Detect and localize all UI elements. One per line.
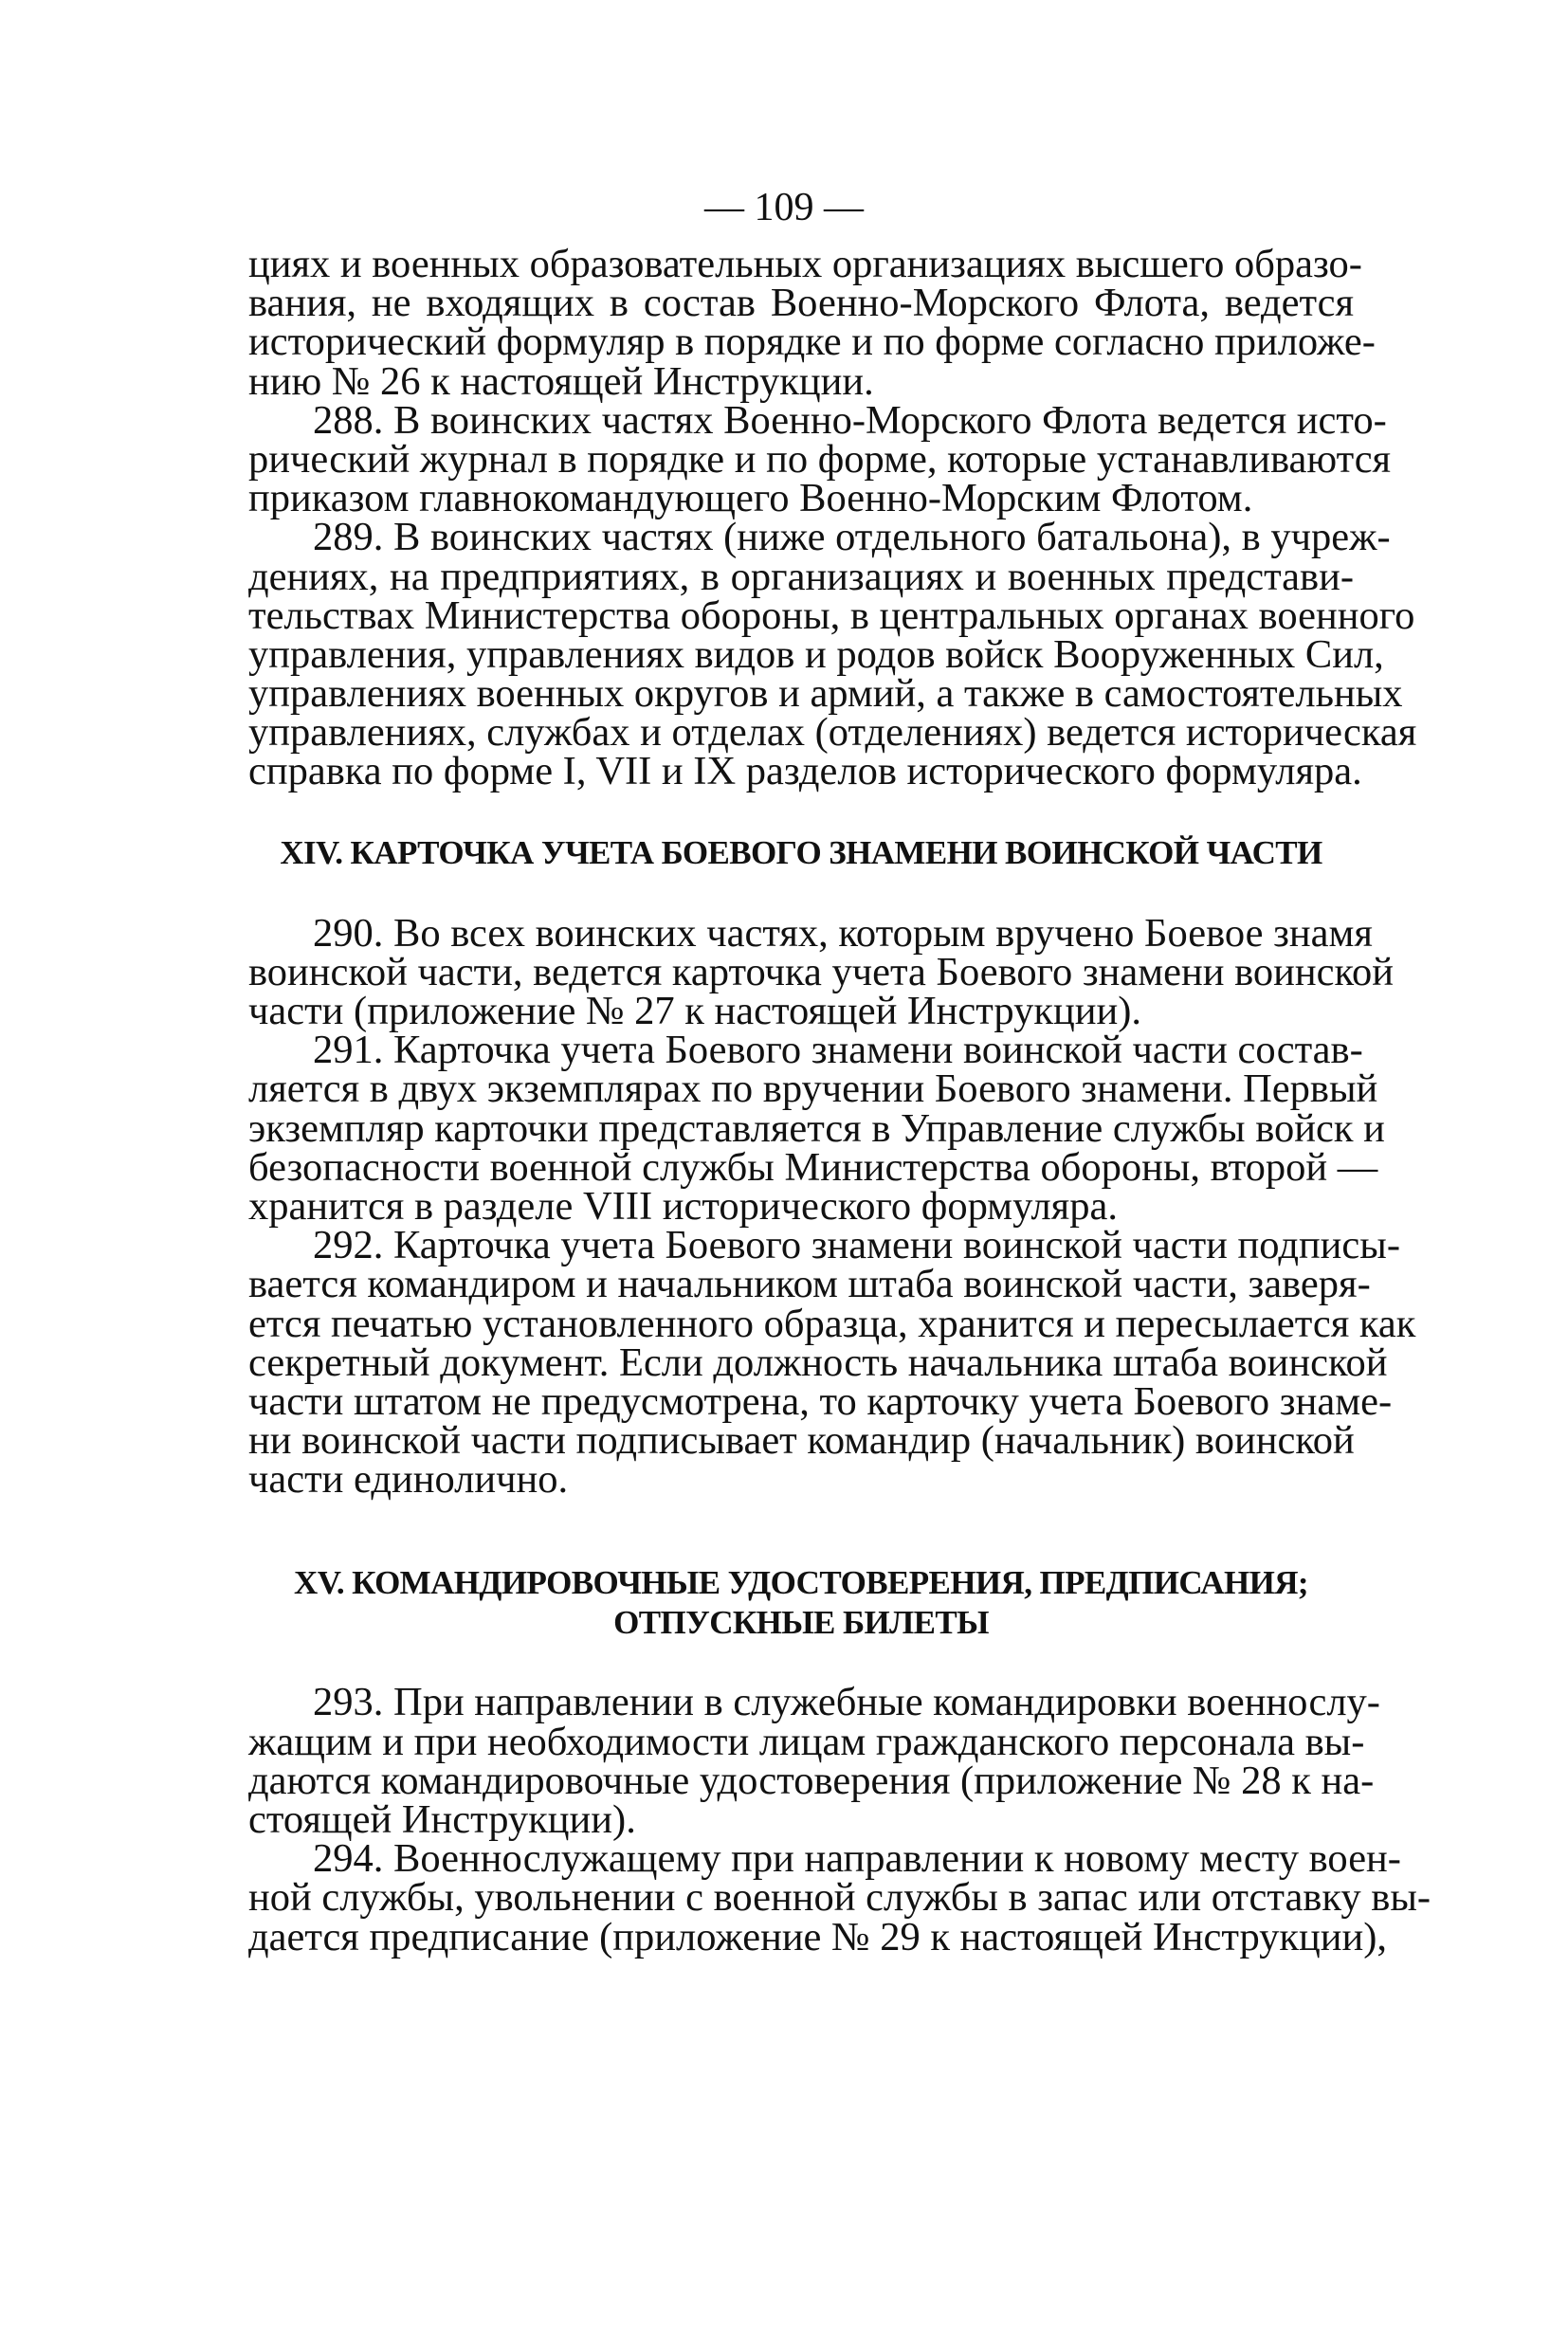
- text-line: 289. В воинских частях (ниже отдельного батальона), в учреж-: [313, 515, 1391, 560]
- paragraph-288: [248, 397, 1392, 521]
- paragraph-292: [248, 1223, 1416, 1503]
- section-heading-xv-line-1: XV. КОМАНДИРОВОЧНЫЕ УДОСТОВЕРЕНИЯ, ПРЕДПИСАНИЯ;: [294, 1564, 1308, 1602]
- text-line: жащим и при необходимости лицам гражданского персонала вы-: [248, 1719, 1365, 1764]
- text-line: тельствах Министерства обороны, в центральных органах военного: [248, 592, 1415, 638]
- text-line: управлениях военных округов и армий, а также в самостоятельных: [248, 671, 1403, 717]
- text-line: исторический формуляр в порядке и по форме согласно приложе-: [248, 319, 1376, 365]
- text-line: части единолично.: [248, 1457, 569, 1503]
- section-heading-xiv: XIV. КАРТОЧКА УЧЕТА БОЕВОГО ЗНАМЕНИ ВОИНСКОЙ ЧАСТИ: [280, 833, 1322, 871]
- text-line: хранится в разделе VIII исторического формуляра.: [248, 1183, 1118, 1229]
- text-line: ни воинской части подписывает командир (начальник) воинской: [248, 1418, 1355, 1464]
- text-line: 288. В воинских частях Военно-Морского Флота ведется исто-: [313, 397, 1387, 443]
- text-line: 290. Во всех воинских частях, которым вручено Боевое знамя: [313, 910, 1373, 956]
- text-line: рический журнал в порядке и по форме, которые устанавливаются: [248, 436, 1392, 482]
- paragraph-293: [248, 1680, 1380, 1842]
- paragraph-294: [248, 1836, 1431, 1959]
- text-line: ется печатью установленного образца, хранится и пересылается как: [248, 1301, 1416, 1346]
- text-line: вается командиром и начальником штаба воинской части, заверя-: [248, 1262, 1371, 1307]
- text-line: приказом главнокомандующего Военно-Морским Флотом.: [248, 476, 1253, 521]
- text-line: ляется в двух экземплярах по вручении Боевого знамени. Первый: [248, 1066, 1378, 1112]
- section-heading-xv-line-2: ОТПУСКНЫЕ БИЛЕТЫ: [613, 1604, 989, 1642]
- text-line: секретный документ. Если должность начальника штаба воинской: [248, 1340, 1388, 1385]
- text-line: управлениях, службах и отделах (отделениях) ведется историческая: [248, 710, 1417, 756]
- section-heading-xv: [248, 1563, 1354, 1643]
- text-line: управления, управлениях видов и родов войск Вооруженных Сил,: [248, 631, 1384, 677]
- paragraph-290: [248, 910, 1394, 1033]
- text-line: ной службы, увольнении с военной службы в запас или отставку вы-: [248, 1875, 1431, 1921]
- text-line: циях и военных образовательных организациях высшего образо-: [248, 242, 1362, 286]
- text-line: дениях, на предприятиях, в организациях и военных представи-: [248, 554, 1354, 599]
- text-line: 294. Военнослужащему при направлении к новому месту воен-: [313, 1836, 1401, 1882]
- text-line: даются командировочные удостоверения (приложение № 28 к на-: [248, 1758, 1375, 1803]
- text-line: 292. Карточка учета Боевого знамени воинской части подписы-: [313, 1223, 1401, 1268]
- text-line: 293. При направлении в служебные командировки военнослу-: [313, 1680, 1380, 1725]
- page-number: — 109 —: [704, 186, 864, 229]
- text-line: вания, не входящих в состав Военно-Морского Флота, ведется: [248, 281, 1354, 326]
- paragraph-291: [248, 1028, 1385, 1229]
- text-line: воинской части, ведется карточка учета Боевого знамени воинской: [248, 949, 1394, 994]
- text-line: справка по форме I, VII и IX разделов исторического формуляра.: [248, 749, 1362, 794]
- text-line: стоящей Инструкции).: [248, 1797, 636, 1842]
- text-line: 291. Карточка учета Боевого знамени воинской части состав-: [313, 1028, 1363, 1073]
- text-line: части штатом не предусмотрена, то карточку учета Боевого знаме-: [248, 1378, 1393, 1424]
- text-line: части (приложение № 27 к настоящей Инструкции).: [248, 989, 1141, 1033]
- paragraph-continuation: [248, 242, 1376, 404]
- text-line: безопасности военной службы Министерства обороны, второй —: [248, 1144, 1378, 1190]
- text-line: дается предписание (приложение № 29 к настоящей Инструкции),: [248, 1914, 1388, 1959]
- text-line: нию № 26 к настоящей Инструкции.: [248, 358, 874, 404]
- text-line: экземпляр карточки представляется в Управление службы войск и: [248, 1105, 1385, 1151]
- paragraph-289: [248, 515, 1417, 794]
- text-column: [248, 242, 1431, 1959]
